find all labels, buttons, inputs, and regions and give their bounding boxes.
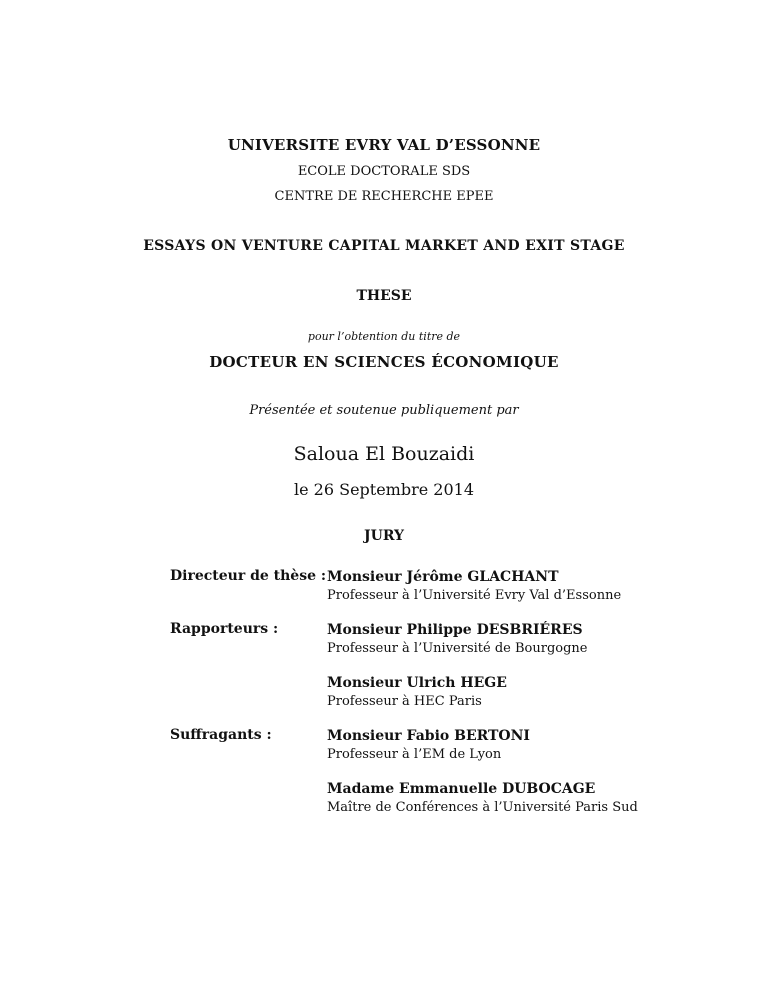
member-affiliation: Maître de Conférences à l’Université Paris Sud — [327, 800, 638, 815]
thesis-type: THESE — [356, 288, 412, 304]
defense-date: le 26 Septembre 2014 — [293, 480, 475, 499]
member-affiliation: Professeur à HEC Paris — [327, 694, 482, 709]
jury-role: Rapporteurs : — [170, 621, 279, 637]
jury-member — [327, 674, 670, 710]
jury-members — [327, 727, 670, 816]
thesis-title: ESSAYS ON VENTURE CAPITAL MARKET AND EXIT STAGE — [143, 238, 625, 254]
author-name: Saloua El Bouzaidi — [293, 443, 475, 465]
member-name: Monsieur Fabio BERTONI — [327, 728, 530, 744]
member-name: Monsieur Philippe DESBRIÉRES — [327, 622, 583, 638]
jury-group-rapporteurs — [170, 621, 670, 710]
jury-members — [327, 568, 670, 604]
member-affiliation: Professeur à l’Université de Bourgogne — [327, 641, 588, 656]
jury-role: Suffragants : — [170, 727, 272, 743]
doctoral-school: ECOLE DOCTORALE SDS — [297, 164, 471, 179]
presented-by: Présentée et soutenue publiquement par — [249, 403, 519, 418]
jury-role: Directeur de thèse : — [170, 568, 327, 584]
jury-members — [327, 621, 670, 710]
jury-member — [327, 621, 670, 657]
university-name: UNIVERSITE EVRY VAL D’ESSONNE — [227, 136, 541, 154]
member-name: Monsieur Ulrich HEGE — [327, 675, 507, 691]
jury-group-director — [170, 568, 670, 604]
degree-title: DOCTEUR EN SCIENCES ÉCONOMIQUE — [209, 353, 559, 371]
member-name: Madame Emmanuelle DUBOCAGE — [327, 781, 596, 797]
jury-member — [327, 568, 670, 604]
jury-list — [170, 568, 670, 833]
member-affiliation: Professeur à l’EM de Lyon — [327, 747, 502, 762]
jury-group-suffragants — [170, 727, 670, 816]
jury-member — [327, 727, 670, 763]
jury-member — [327, 780, 670, 816]
jury-heading: JURY — [363, 528, 405, 544]
research-center: CENTRE DE RECHERCHE EPEE — [274, 189, 494, 204]
member-name: Monsieur Jérôme GLACHANT — [327, 569, 559, 585]
member-affiliation: Professeur à l’Université Evry Val d’Essonne — [327, 588, 622, 603]
thesis-purpose: pour l’obtention du titre de — [307, 330, 461, 343]
